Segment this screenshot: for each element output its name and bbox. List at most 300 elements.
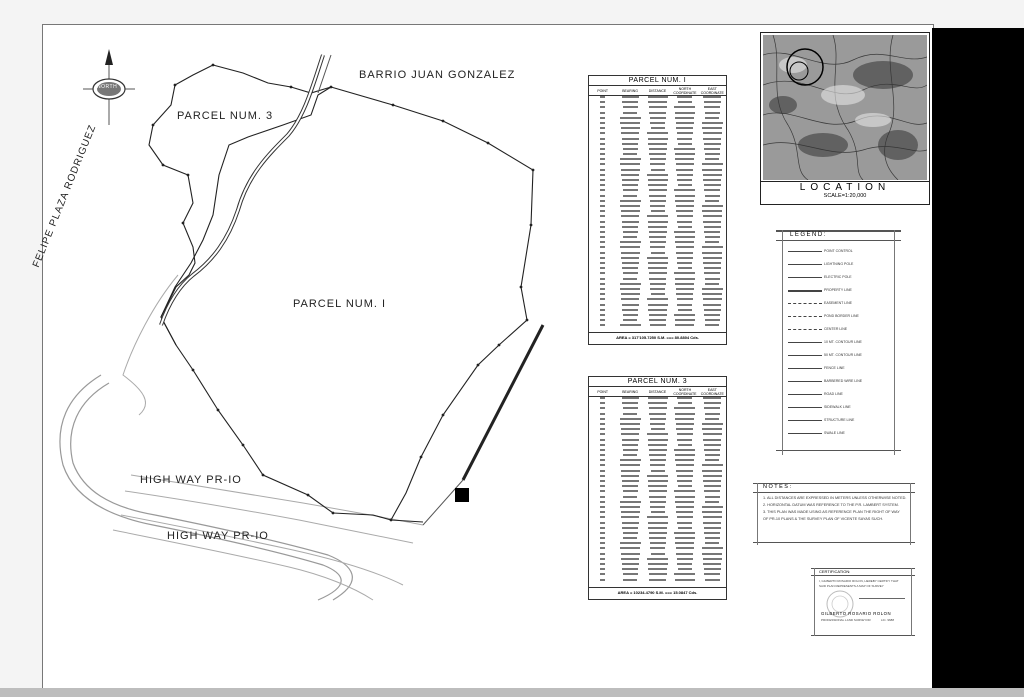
control-point-marker	[455, 488, 469, 502]
illegible-cell-texture	[622, 485, 638, 487]
illegible-cell-texture	[649, 537, 666, 539]
illegible-cell-texture	[622, 439, 639, 441]
illegible-cell-texture	[622, 179, 639, 181]
illegible-cell-texture	[674, 106, 695, 108]
illegible-cell-texture	[705, 112, 720, 114]
illegible-cell-texture	[623, 454, 637, 456]
legend-box	[776, 230, 901, 455]
illegible-cell-texture	[648, 397, 668, 399]
illegible-cell-texture	[704, 148, 720, 150]
illegible-cell-texture	[647, 475, 668, 477]
certification-text-2: SAID PLAN REPRESENTS A MAP OF SURVEY	[819, 584, 884, 588]
survey-map	[43, 25, 603, 615]
legend-label: BARBERED WIRE LINE	[824, 378, 863, 383]
illegible-cell-texture	[678, 309, 692, 311]
illegible-cell-texture	[600, 563, 605, 565]
illegible-cell-texture	[678, 402, 692, 404]
inner-road	[161, 55, 323, 325]
legend-symbol-icon	[786, 402, 824, 412]
illegible-cell-texture	[620, 246, 640, 248]
illegible-cell-texture	[600, 215, 605, 217]
illegible-cell-texture	[703, 132, 722, 134]
illegible-cell-texture	[620, 547, 640, 549]
legend-symbol-icon	[786, 246, 824, 256]
illegible-cell-texture	[648, 563, 668, 565]
illegible-cell-texture	[600, 169, 605, 171]
illegible-cell-texture	[705, 241, 719, 243]
legend-symbol-icon	[786, 376, 824, 386]
legend-item	[786, 400, 896, 413]
parcel-3-label: PARCEL NUM. 3	[177, 110, 274, 122]
illegible-cell-texture	[650, 324, 666, 326]
illegible-cell-texture	[649, 407, 667, 409]
illegible-cell-texture	[620, 464, 640, 466]
illegible-cell-texture	[705, 454, 720, 456]
illegible-cell-texture	[703, 179, 721, 181]
illegible-cell-texture	[600, 221, 605, 223]
illegible-cell-texture	[600, 449, 605, 451]
legend-label: LIGHTNING POLE	[824, 261, 854, 266]
felipe-label: FELIPE PLAZA RODRIGUEZ	[31, 122, 99, 270]
illegible-cell-texture	[650, 506, 665, 508]
illegible-cell-texture	[649, 278, 666, 280]
illegible-cell-texture	[678, 226, 692, 228]
illegible-cell-texture	[648, 304, 668, 306]
illegible-cell-texture	[677, 221, 692, 223]
illegible-cell-texture	[675, 241, 694, 243]
legend-label: POND BORDER LINE	[824, 313, 859, 318]
illegible-cell-texture	[650, 117, 666, 119]
illegible-cell-texture	[648, 96, 668, 98]
illegible-cell-texture	[702, 122, 723, 124]
illegible-cell-texture	[649, 579, 666, 581]
illegible-cell-texture	[622, 397, 639, 399]
illegible-cell-texture	[600, 143, 605, 145]
legend-symbol-icon	[786, 428, 824, 438]
illegible-cell-texture	[650, 122, 665, 124]
table-cell	[699, 579, 726, 584]
illegible-cell-texture	[600, 304, 605, 306]
illegible-cell-texture	[600, 542, 605, 544]
illegible-cell-texture	[651, 553, 665, 555]
legend-list	[786, 244, 896, 439]
illegible-cell-texture	[622, 267, 638, 269]
illegible-cell-texture	[650, 501, 666, 503]
legend-item	[786, 413, 896, 426]
illegible-cell-texture	[648, 522, 668, 524]
illegible-cell-texture	[677, 439, 692, 441]
illegible-cell-texture	[675, 459, 694, 461]
illegible-cell-texture	[702, 423, 723, 425]
illegible-cell-texture	[702, 511, 722, 513]
illegible-cell-texture	[600, 532, 605, 534]
parcel-3-boundary	[149, 65, 213, 345]
highway-outer-edge	[60, 375, 341, 600]
access-road	[123, 275, 178, 415]
location-inset	[760, 32, 930, 205]
illegible-cell-texture	[676, 252, 693, 254]
illegible-cell-texture	[677, 304, 692, 306]
table-row	[589, 324, 726, 329]
illegible-cell-texture	[705, 195, 720, 197]
illegible-cell-texture	[623, 537, 637, 539]
illegible-cell-texture	[676, 553, 693, 555]
illegible-cell-texture	[600, 226, 605, 228]
illegible-cell-texture	[621, 475, 639, 477]
illegible-cell-texture	[649, 413, 666, 415]
illegible-cell-texture	[677, 522, 692, 524]
illegible-cell-texture	[675, 537, 695, 539]
illegible-cell-texture	[600, 439, 605, 441]
legend-item	[786, 426, 896, 439]
illegible-cell-texture	[675, 158, 694, 160]
illegible-cell-texture	[678, 568, 692, 570]
table-cell	[644, 579, 671, 584]
illegible-cell-texture	[677, 132, 693, 134]
legend-item	[786, 387, 896, 400]
illegible-cell-texture	[648, 568, 667, 570]
illegible-cell-texture	[622, 444, 638, 446]
illegible-cell-texture	[600, 158, 605, 160]
legend-label: 50 MT. CONTOUR LINE	[824, 352, 862, 357]
illegible-cell-texture	[677, 96, 692, 98]
illegible-cell-texture	[622, 226, 638, 228]
illegible-cell-texture	[674, 490, 695, 492]
illegible-cell-texture	[623, 490, 638, 492]
illegible-cell-texture	[677, 262, 692, 264]
illegible-cell-texture	[704, 402, 721, 404]
illegible-cell-texture	[623, 278, 637, 280]
illegible-cell-texture	[678, 527, 692, 529]
parcel-1-table-header: POINT BEARING DISTANCE NORTH COORDINATE EAST COORDINATE	[589, 86, 726, 96]
illegible-cell-texture	[650, 542, 666, 544]
notes-box	[753, 483, 915, 545]
illegible-cell-texture	[600, 117, 605, 119]
parcel-3-coordinate-table	[588, 376, 727, 600]
legend-label: CENTER LINE	[824, 326, 848, 331]
illegible-cell-texture	[704, 272, 720, 274]
illegible-cell-texture	[677, 257, 693, 259]
note-1: 1. ALL DISTANCES ARE EXPRESSED IN METERS UNLESS OTHERWISE NOTED.	[763, 496, 907, 500]
illegible-cell-texture	[703, 96, 721, 98]
illegible-cell-texture	[677, 480, 692, 482]
illegible-cell-texture	[702, 464, 723, 466]
illegible-cell-texture	[702, 163, 723, 165]
table-cell	[589, 324, 616, 329]
illegible-cell-texture	[600, 527, 605, 529]
table-cell	[644, 324, 671, 329]
illegible-cell-texture	[600, 210, 605, 212]
illegible-cell-texture	[704, 314, 720, 316]
illegible-cell-texture	[704, 449, 720, 451]
illegible-cell-texture	[600, 262, 605, 264]
north-badge-text: NORTH	[97, 84, 118, 90]
illegible-cell-texture	[675, 319, 695, 321]
illegible-cell-texture	[675, 501, 694, 503]
illegible-cell-texture	[622, 101, 638, 103]
location-map-image	[763, 35, 927, 180]
illegible-cell-texture	[676, 511, 693, 513]
illegible-cell-texture	[674, 148, 695, 150]
legend-label: ELECTRIC POLE	[824, 274, 852, 279]
illegible-cell-texture	[675, 278, 695, 280]
illegible-cell-texture	[649, 496, 666, 498]
illegible-cell-texture	[623, 153, 637, 155]
illegible-cell-texture	[623, 231, 638, 233]
illegible-cell-texture	[647, 516, 668, 518]
highway-label-b: HIGH WAY PR-IO	[167, 530, 269, 542]
illegible-cell-texture	[704, 490, 720, 492]
illegible-cell-texture	[600, 553, 605, 555]
illegible-cell-texture	[705, 542, 719, 544]
illegible-cell-texture	[600, 464, 605, 466]
illegible-cell-texture	[675, 153, 695, 155]
location-title: LOCATION	[761, 181, 929, 193]
illegible-cell-texture	[676, 169, 693, 171]
illegible-cell-texture	[702, 547, 723, 549]
illegible-cell-texture	[620, 163, 640, 165]
illegible-cell-texture	[600, 257, 605, 259]
illegible-cell-texture	[621, 215, 639, 217]
illegible-cell-texture	[676, 122, 694, 124]
illegible-cell-texture	[676, 470, 693, 472]
illegible-cell-texture	[620, 506, 640, 508]
illegible-cell-texture	[648, 143, 667, 145]
illegible-cell-texture	[705, 579, 720, 581]
illegible-cell-texture	[676, 210, 693, 212]
illegible-cell-texture	[651, 470, 665, 472]
parcel-3-table-header: POINT BEARING DISTANCE NORTH COORDINATE EAST COORDINATE	[589, 387, 726, 397]
illegible-cell-texture	[621, 298, 639, 300]
illegible-cell-texture	[676, 464, 694, 466]
illegible-cell-texture	[623, 573, 638, 575]
illegible-cell-texture	[600, 454, 605, 456]
surveyor-name: GILBERTO ROSARIO ROLON	[821, 611, 892, 616]
legend-symbol-icon	[786, 285, 824, 295]
illegible-cell-texture	[600, 428, 605, 430]
illegible-cell-texture	[648, 267, 667, 269]
illegible-cell-texture	[702, 205, 723, 207]
illegible-cell-texture	[703, 262, 721, 264]
illegible-cell-texture	[600, 568, 605, 570]
illegible-cell-texture	[600, 122, 605, 124]
illegible-cell-texture	[622, 527, 638, 529]
illegible-cell-texture	[674, 189, 695, 191]
illegible-cell-texture	[620, 288, 640, 290]
illegible-cell-texture	[600, 444, 605, 446]
illegible-cell-texture	[623, 272, 638, 274]
notes-title: NOTES:	[763, 484, 793, 490]
illegible-cell-texture	[678, 184, 692, 186]
illegible-cell-texture	[623, 319, 637, 321]
illegible-cell-texture	[623, 579, 637, 581]
legend-label: PROPERTY LINE	[824, 287, 852, 292]
illegible-cell-texture	[600, 132, 605, 134]
certification-title: CERTIFICATION:	[819, 569, 851, 574]
legend-symbol-icon	[786, 389, 824, 399]
illegible-cell-texture	[621, 252, 640, 254]
illegible-cell-texture	[674, 314, 695, 316]
illegible-cell-texture	[600, 423, 605, 425]
illegible-cell-texture	[620, 283, 641, 285]
illegible-cell-texture	[600, 288, 605, 290]
illegible-cell-texture	[650, 158, 666, 160]
illegible-cell-texture	[620, 501, 641, 503]
illegible-cell-texture	[704, 267, 721, 269]
illegible-cell-texture	[648, 439, 668, 441]
illegible-cell-texture	[650, 246, 665, 248]
illegible-cell-texture	[600, 522, 605, 524]
illegible-cell-texture	[677, 475, 693, 477]
illegible-cell-texture	[622, 96, 639, 98]
illegible-cell-texture	[702, 506, 723, 508]
legend-symbol-icon	[786, 324, 824, 334]
illegible-cell-texture	[676, 288, 694, 290]
illegible-cell-texture	[600, 267, 605, 269]
illegible-cell-texture	[675, 195, 695, 197]
illegible-cell-texture	[649, 231, 667, 233]
illegible-cell-texture	[600, 163, 605, 165]
legend-item	[786, 283, 896, 296]
legend-item	[786, 244, 896, 257]
illegible-cell-texture	[600, 148, 605, 150]
illegible-cell-texture	[677, 433, 693, 435]
illegible-cell-texture	[677, 558, 693, 560]
illegible-cell-texture	[702, 470, 722, 472]
illegible-cell-texture	[649, 272, 667, 274]
illegible-cell-texture	[675, 496, 695, 498]
legend-label: STRUCTURE LINE	[824, 417, 855, 422]
illegible-cell-texture	[621, 174, 639, 176]
illegible-cell-texture	[600, 252, 605, 254]
legend-symbol-icon	[786, 337, 824, 347]
illegible-cell-texture	[678, 143, 692, 145]
legend-symbol-icon	[786, 259, 824, 269]
illegible-cell-texture	[674, 272, 695, 274]
illegible-cell-texture	[623, 413, 637, 415]
illegible-cell-texture	[675, 200, 694, 202]
illegible-cell-texture	[600, 433, 605, 435]
illegible-cell-texture	[649, 236, 666, 238]
illegible-cell-texture	[600, 231, 605, 233]
legend-symbol-icon	[786, 350, 824, 360]
surveyor-role: PROFESSIONAL LAND SURVEYOR	[821, 618, 871, 622]
parcel-3-table-title: PARCEL NUM. 3	[589, 377, 726, 387]
illegible-cell-texture	[600, 278, 605, 280]
illegible-cell-texture	[702, 246, 723, 248]
illegible-cell-texture	[623, 532, 638, 534]
illegible-cell-texture	[703, 522, 721, 524]
illegible-cell-texture	[600, 179, 605, 181]
illegible-cell-texture	[648, 184, 667, 186]
illegible-cell-texture	[600, 490, 605, 492]
table-row	[589, 579, 726, 584]
illegible-cell-texture	[621, 470, 640, 472]
illegible-cell-texture	[705, 324, 719, 326]
illegible-cell-texture	[621, 553, 640, 555]
illegible-cell-texture	[675, 454, 695, 456]
illegible-cell-texture	[600, 537, 605, 539]
illegible-cell-texture	[647, 433, 668, 435]
illegible-cell-texture	[675, 418, 694, 420]
illegible-cell-texture	[678, 444, 692, 446]
illegible-cell-texture	[600, 501, 605, 503]
illegible-cell-texture	[600, 413, 605, 415]
illegible-cell-texture	[650, 200, 666, 202]
illegible-cell-texture	[674, 532, 695, 534]
illegible-cell-texture	[676, 246, 694, 248]
illegible-cell-texture	[647, 215, 668, 217]
parcel-1-area: AREA = 317'105.7250 S.M. === 80.8804 Cds.	[589, 332, 726, 342]
illegible-cell-texture	[648, 262, 668, 264]
illegible-cell-texture	[705, 537, 720, 539]
illegible-cell-texture	[649, 189, 667, 191]
illegible-cell-texture	[648, 221, 668, 223]
scan-edge-bottom-strip	[0, 688, 1024, 697]
illegible-cell-texture	[600, 309, 605, 311]
illegible-cell-texture	[600, 153, 605, 155]
illegible-cell-texture	[677, 298, 693, 300]
illegible-cell-texture	[705, 283, 719, 285]
illegible-cell-texture	[649, 490, 667, 492]
illegible-cell-texture	[623, 407, 638, 409]
illegible-cell-texture	[674, 407, 695, 409]
illegible-cell-texture	[623, 112, 637, 114]
illegible-cell-texture	[703, 138, 721, 140]
illegible-cell-texture	[621, 428, 640, 430]
survey-sheet	[31, 24, 934, 690]
illegible-cell-texture	[600, 397, 605, 399]
parcel-3-area: AREA = 10234.4790 S.M. === 15.0847 Cds.	[589, 587, 726, 597]
illegible-cell-texture	[703, 475, 722, 477]
illegible-cell-texture	[675, 112, 695, 114]
illegible-cell-texture	[600, 272, 605, 274]
illegible-cell-texture	[600, 511, 605, 513]
illegible-cell-texture	[650, 288, 665, 290]
illegible-cell-texture	[600, 200, 605, 202]
parcel-1-table-title: PARCEL NUM. I	[589, 76, 726, 86]
illegible-cell-texture	[600, 558, 605, 560]
illegible-cell-texture	[648, 138, 668, 140]
illegible-cell-texture	[622, 309, 638, 311]
illegible-cell-texture	[620, 158, 641, 160]
illegible-cell-texture	[650, 464, 665, 466]
illegible-cell-texture	[703, 558, 722, 560]
illegible-cell-texture	[648, 226, 667, 228]
illegible-cell-texture	[703, 563, 721, 565]
illegible-cell-texture	[676, 423, 694, 425]
illegible-cell-texture	[600, 138, 605, 140]
legend-label: SWALE LINE	[824, 430, 845, 435]
illegible-cell-texture	[621, 169, 640, 171]
parcel-3-table-rows	[589, 397, 726, 587]
legend-item	[786, 296, 896, 309]
barrio-label: BARRIO JUAN GONZALEZ	[359, 69, 516, 81]
illegible-cell-texture	[648, 309, 667, 311]
illegible-cell-texture	[650, 459, 666, 461]
illegible-cell-texture	[649, 195, 666, 197]
legend-item	[786, 335, 896, 348]
illegible-cell-texture	[622, 221, 639, 223]
illegible-cell-texture	[648, 480, 668, 482]
illegible-cell-texture	[651, 127, 665, 129]
legend-item	[786, 348, 896, 361]
illegible-cell-texture	[649, 153, 666, 155]
illegible-cell-texture	[702, 288, 723, 290]
parcel-1-label: PARCEL NUM. I	[293, 298, 387, 310]
illegible-cell-texture	[702, 252, 722, 254]
illegible-cell-texture	[704, 532, 720, 534]
